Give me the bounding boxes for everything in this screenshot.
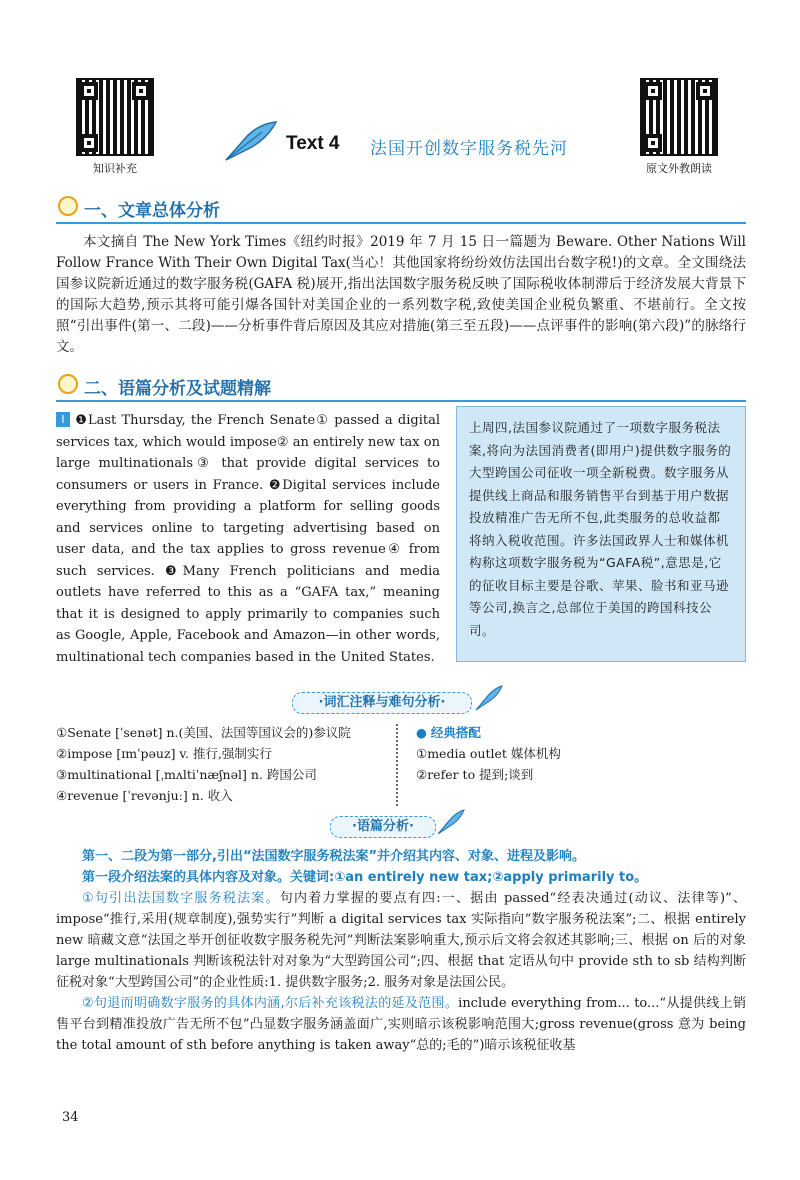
bullet-icon: ● xyxy=(416,725,427,740)
vocab-item: ③multinational [ˌmʌltiˈnæʃnəl] n. 跨国公司 xyxy=(56,767,317,782)
article-title: 法国开创数字服务税先河 xyxy=(370,139,568,159)
translation-box xyxy=(456,406,746,662)
analysis-part-intro: 第一、二段为第一部分,引出“法国数字服务税法案”并介绍其内容、对象、进程及影响。 xyxy=(82,849,586,864)
vocab-section-pill: ·词汇注释与难句分析· xyxy=(292,692,472,714)
qr-left-caption: 知识补充 xyxy=(93,162,137,175)
divider xyxy=(396,724,406,806)
collocation-item: ①media outlet 媒体机构 xyxy=(416,746,561,761)
text-label: Text 4 xyxy=(286,133,340,154)
sentence2-body: include everything from... to...“从提供线上销售平台到精准投放广告无所不包”凸显数字服务涵盖面广,实则暗示该税影响范围大;gross revenue(gross 意为 being the total amount of sth before anything is taken away“总的;毛的”)暗示该税征收基 xyxy=(56,996,746,1053)
sentence1-lead: ①句引出法国数字服务税法案。 xyxy=(82,891,280,906)
lightbulb-icon xyxy=(58,196,78,216)
collocation-item: ②refer to 提到;谈到 xyxy=(416,767,534,782)
quill-pen-icon xyxy=(474,684,504,712)
analysis-section-pill: ·语篇分析· xyxy=(330,816,436,838)
divider xyxy=(56,222,746,224)
paragraph-marker: Ⅰ xyxy=(56,412,70,427)
english-text: ❶Last Thursday, the French Senate① passed a digital services tax, which would impose② an entirely new tax on large multinationals③ that provide digital services to consumers or users in France. ❷Digital services include everything from providing a platform for selling goods and services online to targeting advertising based on user data, and the tax applies to gross revenue④ from such services. ❸Many French politicians and media outlets have referred to this as a “GAFA tax,” meaning that it is designed to apply primarily to companies such as Google, Apple, Facebook and Amazon—in other words, multinational tech companies based in the United States. xyxy=(56,413,440,665)
divider xyxy=(56,400,746,402)
page-number: 34 xyxy=(62,1110,79,1125)
vocab-item: ②impose [ɪmˈpəuz] v. 推行,强制实行 xyxy=(56,746,272,761)
sentence2-lead: ②句退而明确数字服务的具体内涵,尔后补充该税法的延及范围。 xyxy=(82,996,459,1011)
vocab-item: ④revenue [ˈrevənjuː] n. 收入 xyxy=(56,788,233,803)
qr-code-left[interactable] xyxy=(76,78,154,156)
vocab-list xyxy=(56,722,386,806)
lightbulb-icon xyxy=(58,374,78,394)
section1-heading: 一、文章总体分析 xyxy=(84,201,220,221)
english-passage xyxy=(56,410,440,668)
quill-pen-icon xyxy=(222,118,280,164)
sentence1-body: 句内着力掌握的要点有四:一、据由 passed“经表决通过(动议、法律等)”、impose“推行,采用(规章制度),强势实行”判断 a digital services tax 实际指向“数字服务税法案”;二、根据 entirely new 暗藏文意“法国之举开创征收数字服务税先河”判断法案影响重大,预示后文将会叙述其影响;三、根据 on 后的对象 large multinationals 判断该税法针对对象为“大型跨国公司”;四、根据 that 定语从句中 provide sth to sb 结构判断征税对象“大型跨国公司”的企业性质:1. 提供数字服务;2. 服务对象是法国公民。 xyxy=(56,891,747,990)
collocation-list xyxy=(416,722,746,785)
qr-code-right[interactable] xyxy=(640,78,718,156)
analysis-para-intro: 第一段介绍法案的具体内容及对象。关键词:①an entirely new tax;②apply primarily to。 xyxy=(82,870,648,885)
analysis-sentence1 xyxy=(56,888,746,993)
collocation-title: 经典搭配 xyxy=(430,725,481,740)
analysis-block xyxy=(56,846,746,1056)
translation-text: 上周四,法国参议院通过了一项数字服务税法案,将向为法国消费者(即用户)提供数字服务的大型跨国公司征收一项全新税费。数字服务从提供线上商品和服务销售平台到基于用户数据投放精准广告无所不包,此类服务的总收益都将纳入税收范围。许多法国政界人士和媒体机构称这项数字服务税为“GAFA税”,意思是,它的征收目标主要是谷歌、苹果、脸书和亚马逊等公司,换言之,总部位于美国的跨国科技公司。 xyxy=(469,420,732,638)
analysis-sentence2 xyxy=(56,993,746,1056)
section2-heading: 二、语篇分析及试题精解 xyxy=(84,379,271,399)
section1-body: 本文摘自 The New York Times《纽约时报》2019 年 7 月 15 日一篇题为 Beware. Other Nations Will Follow France With Their Own Digital Tax(当心！其他国家将纷纷效仿法国出台数字税!)的文章。全文围绕法国参议院新近通过的数字服务税(GAFA 税)展开,指出法国数字服务税反映了国际税收体制滞后于经济发展大背景下的国际大趋势,预示其将可能引爆各国针对美国企业的一系列数字税,致使美国企业税负繁重、不堪前行。全文按照“引出事件(第一、二段)——分析事件背后原因及其应对措施(第三至五段)——点评事件的影响(第六段)”的脉络行文。 xyxy=(56,234,746,355)
qr-right-caption: 原文外教朗读 xyxy=(646,162,712,175)
vocab-item: ①Senate [ˈsenət] n.(美国、法国等国议会的)参议院 xyxy=(56,725,351,740)
quill-pen-icon xyxy=(436,808,466,836)
